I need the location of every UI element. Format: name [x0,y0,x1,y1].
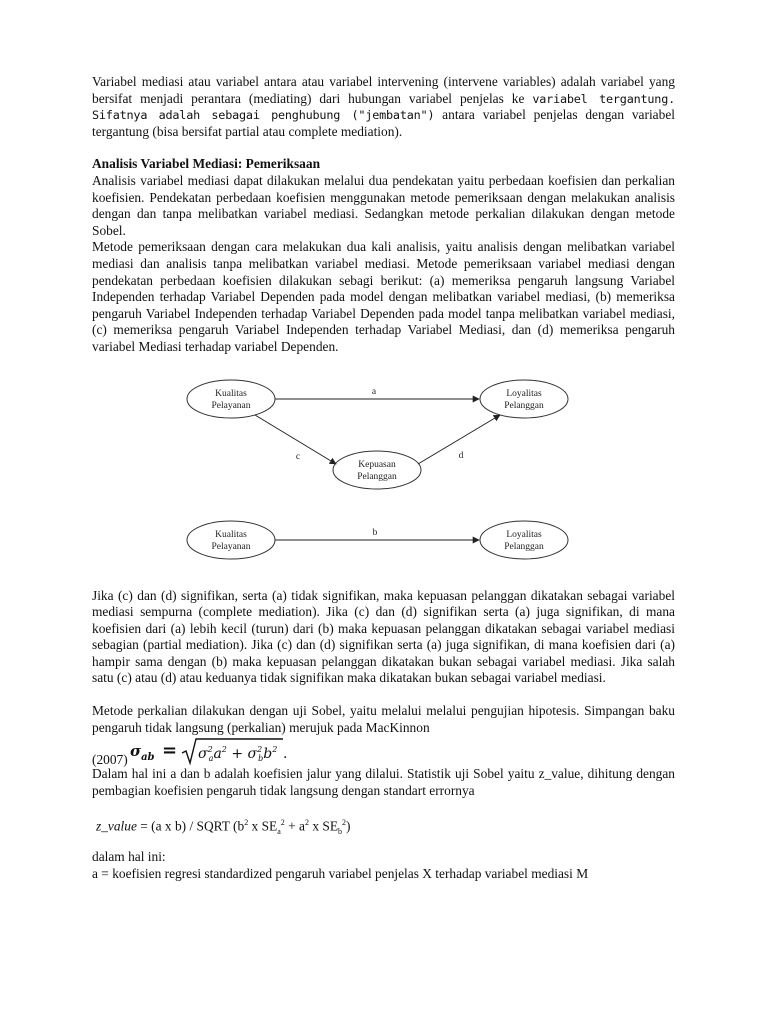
node-loyalitas-bottom-label-2: Pelanggan [504,541,544,552]
sobel-paragraph: Metode perkalian dilakukan dengan uji Sobel, yaitu melalui melalui pengujian hipotesis. Simpangan baku pengaruh tidak langsung (perkalian) merujuk pada MacKinnon [92,703,675,735]
sobel-formula-line [92,736,675,766]
z-value-label: z_value [96,818,137,834]
sigma-ab-formula [128,736,288,766]
node-kualitas-top [187,380,275,418]
node-kepuasan [333,451,421,489]
section-paragraph-1: Analisis variabel mediasi dapat dilakukan melalui dua pendekatan yaitu perbedaan koefisien dan perkalian koefisien. Pendekatan perbedaan koefisien menggunakan metode pemeriksaan dengan melakukan analisis dengan dan tanpa melibatkan variabel mediasi. Sedangkan metode perkalian dilakukan dengan metode Sobel. [92,172,675,238]
node-loyalitas-top-label-2: Pelanggan [504,400,544,411]
node-loyalitas-bottom-label-1: Loyalitas [506,529,542,540]
z-value-equation: z_value = (a x b) / SQRT ($b^2$ x $SE_a^2 + a^2$ x $SE_b^2$) [96,818,351,837]
sobel-paragraph-2: Dalam hal ini a dan b adalah koefisien jalur yang dilalui. Statistik uji Sobel yaitu z_value, dihitung dengan pembagian koefisien pengaruh tidak langsung dengan standart errornya [92,766,675,798]
dalam-hal-ini: dalam hal ini: [92,849,166,865]
mediation-diagram [92,374,675,574]
edge-d-label: d [458,450,464,461]
formula-radicand: $\sigma^2$ $aa^2 + \sigma^2$ $bb^2$ [197,745,278,764]
document-page [92,74,675,882]
node-loyalitas-bottom [480,521,568,559]
node-kualitas-bottom-label-2: Pelayanan [211,541,251,552]
svg-text:.: . [282,746,288,763]
node-kualitas-top-label-2: Pelayanan [211,400,251,411]
edge-b-label: b [372,527,378,538]
node-kepuasan-label-1: Kepuasan [358,459,396,470]
edge-c-label: c [295,451,301,462]
node-kualitas-bottom [187,521,275,559]
formula-sigma-lhs: $\sigma_{ab}$ [129,742,155,764]
section-heading: Analisis Variabel Mediasi: Pemeriksaan [92,156,321,172]
node-loyalitas-top [480,380,568,418]
sobel-year: (2007) [92,751,128,767]
node-kualitas-top-label-1: Kualitas [215,388,247,399]
formula-equals: = [161,740,177,762]
results-paragraph: Jika (c) dan (d) signifikan, serta (a) tidak signifikan, maka kepuasan pelanggan dikatakan sebagai variabel mediasi sempurna (complete mediation). Jika (c) dan (d) signifikan serta (a) juga signifikan, di mana koefisien dari (a) lebih kecil (turun) dari (b) maka kepuasan pelanggan dikatakan sebagai variabel mediasi sebagian (partial mediation). Jika (c) dan (d) signifikan serta (a) juga signifikan, di mana koefisien dari (a) hampir sama dengan (b) maka kepuasan pelanggan dikatakan bukan sebagai variabel mediasi. Jika salah satu (c) atau (d) atau keduanya tidak signifikan maka dikatakan bukan sebagai variabel mediasi. [92,587,675,686]
intro-text-start: Variabel mediasi atau variabel antara atau variabel intervening (intervene variables) adalah variabel yang bersifat menjadi perantara (mediating) dari hubungan variabel penjelas ke [92,74,675,106]
model-with-mediator [187,380,568,489]
model-without-mediator [187,521,568,559]
intro-paragraph [92,74,675,140]
edge-a-label: a [371,386,377,397]
definition-a: a = koefisien regresi standardized pengaruh variabel penjelas X terhadap variabel mediasi M [92,865,589,881]
node-kepuasan-label-2: Pelanggan [357,471,397,482]
intro-text-end: antara variabel penjelas dengan variabel tergantung (bisa bersifat partial atau complete mediation). [92,107,675,139]
section-paragraph-2: Metode pemeriksaan dengan cara melakukan dua kali analisis, yaitu analisis dengan melibatkan variabel mediasi dan analisis tanpa melibatkan variabel mediasi. Metode pemeriksaan variabel mediasi dengan pendekatan perbedaan koefisien dilakukan sebagi berikut: (a) memeriksa pengaruh langsung Variabel Independen terhadap Variabel Dependen pada model dengan melibatkan variabel mediasi, (b) memeriksa pengaruh Variabel Independen terhadap Variabel Dependen pada model tanpa melibatkan variabel mediasi, (c) memeriksa pengaruh Variabel Independen terhadap Variabel Mediasi, dan (d) memeriksa pengaruh variabel Mediasi terhadap variabel Dependen. [92,239,675,354]
intro-text-mono: variabel tergantung. Sifatnya adalah sebagai penghubung ("jembatan") [92,91,676,123]
node-kualitas-bottom-label-1: Kualitas [215,529,247,540]
node-loyalitas-top-label-1: Loyalitas [506,388,542,399]
